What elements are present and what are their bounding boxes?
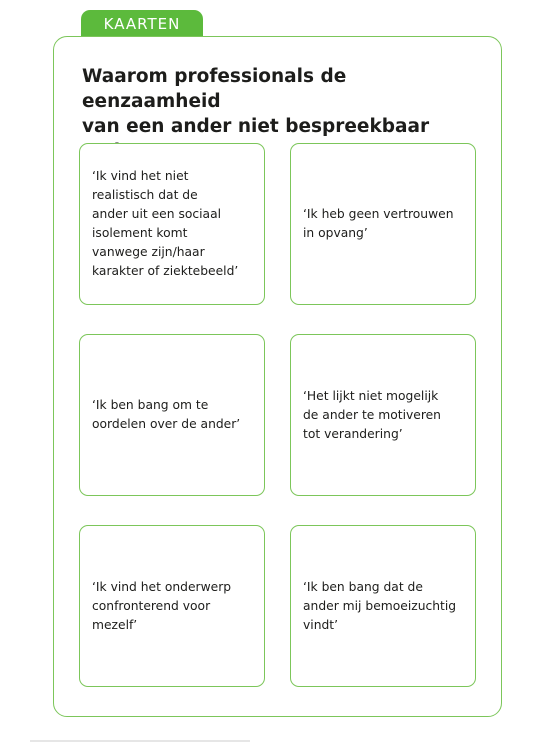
card-5-text: ‘Ik vind het onderwerp confronterend voor mezelf’ xyxy=(92,579,232,632)
footer-divider xyxy=(30,740,250,742)
card-2-text: ‘Ik heb geen vertrouwen in opvang’ xyxy=(303,207,454,240)
card-3-text: ‘Ik ben bang om te oordelen over de ander’ xyxy=(92,398,241,431)
card-5 xyxy=(79,525,265,687)
card-2 xyxy=(290,143,476,305)
card-4-text: ‘Het lijkt niet mogelijk de ander te motiveren tot verandering’ xyxy=(303,388,441,441)
card-6-text: ‘Ik ben bang dat de ander mij bemoeizuchtig vindt’ xyxy=(303,579,457,632)
card-6 xyxy=(290,525,476,687)
card-4 xyxy=(290,334,476,496)
section-tab: KAARTEN xyxy=(81,10,203,38)
card-1 xyxy=(79,143,265,305)
card-3 xyxy=(79,334,265,496)
card-1-text: ‘Ik vind het niet realistisch dat de ander uit een sociaal isolement komt vanwege zijn/haar karakter of ziektebeeld’ xyxy=(92,169,239,278)
page-title: Waarom professionals de eenzaamheid van een ander niet bespreekbaar xyxy=(82,66,430,137)
